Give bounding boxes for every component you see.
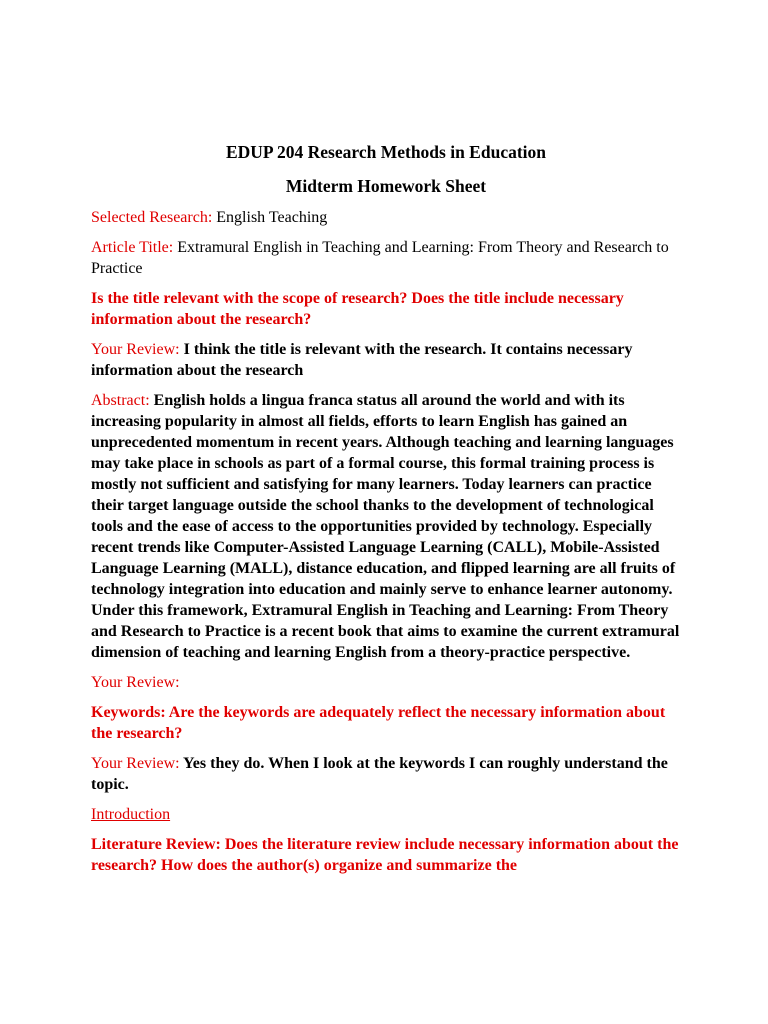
selected-research: [91, 207, 681, 228]
review-keywords-value: Yes they do. When I look at the keywords I can roughly understand the topic.: [91, 755, 668, 793]
document-subtitle: Midterm Homework Sheet: [285, 176, 487, 196]
article-title-label: Article Title:: [91, 239, 174, 256]
selected-research-label: Selected Research:: [91, 209, 213, 226]
abstract-text: English holds a lingua franca status all around the world and with its increasing popularity in almost all fields, efforts to learn English has gained an unprecedented momentum in recent years. Although teaching and learning languages may take place in schools as part of a formal course, this formal training process is mostly not sufficient and satisfying for many learners. Today learners can practice their target language outside the school thanks to the development of technological tools and the ease of access to the opportunities provided by technology. Especially recent trends like Computer-Assisted Language Learning (CALL), Mobile-Assisted Language Learning (MALL), distance education, and flipped learning are all fruits of technology integration into education and mainly serve to enhance learner autonomy. Under this framework, Extramural English in Teaching and Learning: From Theory and Research to Practice is a recent book that aims to examine the current extramural dimension of teaching and learning English from a theory-practice perspective.: [91, 392, 680, 661]
introduction-heading: Introduction: [91, 806, 171, 823]
review-abstract-label: Your Review:: [91, 674, 180, 691]
review-title-label: Your Review:: [91, 341, 180, 358]
article-title-value: Extramural English in Teaching and Learning: From Theory and Research to Practice: [91, 239, 669, 277]
question-literature-review: Literature Review: Does the literature review include necessary information about the research? How does the author(s) organize and summarize the: [91, 836, 679, 874]
review-keywords-label: Your Review:: [91, 755, 180, 772]
article-title: [91, 237, 681, 279]
review-title: [91, 339, 681, 381]
review-title-value: I think the title is relevant with the research. It contains necessary information about the research: [91, 341, 633, 379]
abstract-label: Abstract:: [91, 392, 150, 409]
document-title: EDUP 204 Research Methods in Education: [225, 142, 547, 162]
question-title-relevance: Is the title relevant with the scope of research? Does the title include necessary information about the research?: [91, 290, 624, 328]
selected-research-value: English Teaching: [212, 209, 328, 226]
document-page: [91, 141, 681, 885]
review-keywords: [91, 753, 681, 795]
question-keywords: Keywords: Are the keywords are adequately reflect the necessary information about the research?: [91, 704, 666, 742]
abstract: [91, 390, 681, 663]
